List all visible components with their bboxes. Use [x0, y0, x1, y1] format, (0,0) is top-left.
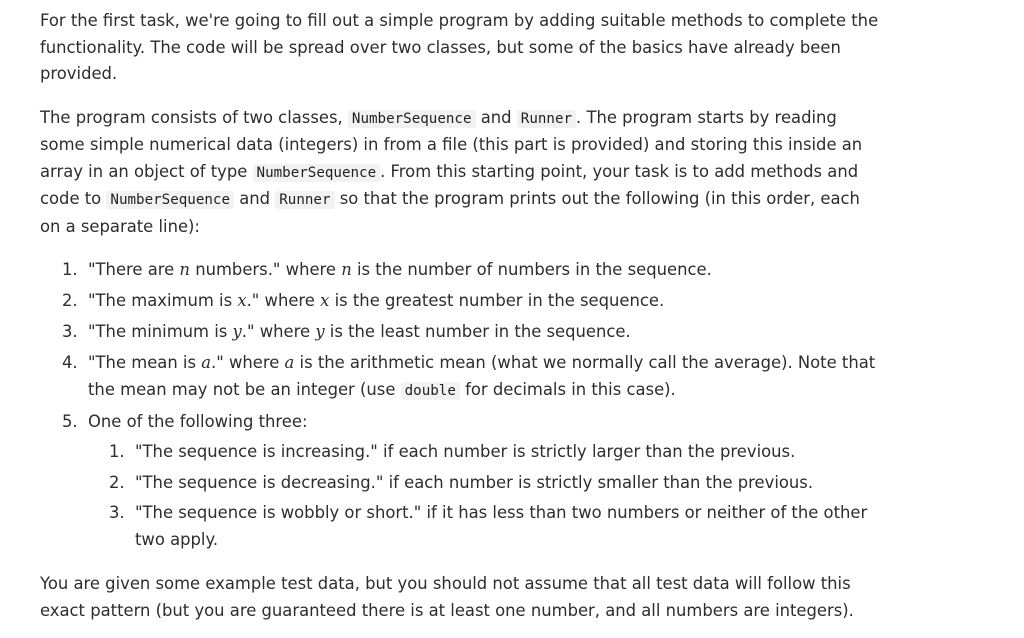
code-class-name: Runner: [517, 110, 576, 128]
list-text: "There are: [88, 260, 180, 279]
closing-paragraph: You are given some example test data, but you should not assume that all test data will follow this exact pattern (but you are guaranteed there is at least one number, and all numbers are integers).: [40, 574, 854, 620]
list-text: "The sequence is decreasing." if each number is strictly smaller than the previous.: [135, 472, 814, 492]
program-text-4: . From this starting point, your task is to add methods and code to: [40, 161, 859, 208]
program-text-3: . The program starts by reading some simple numerical data (integers) in from a file (this part is provided) and storing this inside an array in an object of type: [40, 107, 863, 181]
code-class-name: Runner: [275, 191, 334, 209]
math-variable: n: [341, 260, 352, 279]
math-variable: n: [179, 260, 190, 279]
math-variable: x: [320, 291, 330, 310]
list-text: ." where: [211, 353, 285, 372]
program-paragraph: [40, 105, 880, 241]
list-text: "The mean is: [88, 353, 202, 372]
sublist-item: [109, 439, 880, 466]
program-text-6: so that the program prints out the following (in this order, each on a separate line):: [40, 189, 860, 236]
list-text: is the least number in the sequence.: [324, 322, 631, 341]
math-variable: y: [232, 322, 242, 341]
sublist-item: [109, 500, 880, 553]
sublist-item: [109, 470, 880, 497]
list-text: "The maximum is: [88, 291, 238, 310]
code-class-name: NumberSequence: [106, 191, 234, 209]
list-item: [62, 288, 880, 315]
code-type-name: double: [401, 382, 460, 400]
list-text: numbers." where: [189, 260, 342, 279]
list-text: "The minimum is: [88, 322, 233, 341]
code-class-name: NumberSequence: [348, 110, 476, 128]
list-text: is the number of numbers in the sequence.: [351, 260, 712, 279]
list-item: [62, 257, 880, 284]
list-text: is the arithmetic mean (what we normally call the average). Note that the mean may not be an integer (use: [88, 353, 876, 399]
sequence-type-sublist: [109, 439, 880, 553]
program-text-2: and: [475, 107, 517, 127]
list-number: 2.: [62, 291, 78, 310]
task-description: [40, 8, 880, 624]
math-variable: a: [201, 353, 212, 372]
output-requirements-list: [62, 257, 880, 553]
list-number: 5.: [62, 411, 78, 431]
list-text: for decimals in this case).: [459, 379, 676, 399]
math-variable: a: [284, 353, 295, 372]
list-text: is the greatest number in the sequence.: [329, 291, 665, 310]
list-number: 3.: [62, 322, 78, 341]
list-item: [62, 350, 880, 404]
list-number: 1.: [62, 260, 78, 279]
code-class-name: NumberSequence: [253, 164, 381, 182]
list-number: 4.: [62, 353, 78, 372]
list-item: [62, 319, 880, 346]
list-number: 3.: [109, 503, 125, 522]
list-text: ." where: [241, 322, 316, 341]
program-text-5: and: [234, 189, 276, 208]
list-text: ." where: [246, 291, 321, 310]
list-number: 2.: [109, 472, 125, 492]
list-number: 1.: [109, 442, 125, 461]
math-variable: y: [315, 322, 325, 341]
list-text: "The sequence is wobbly or short." if it has less than two numbers or neither of the other two apply.: [135, 503, 868, 549]
list-text: One of the following three:: [88, 411, 308, 431]
list-item: [62, 409, 880, 554]
program-text-1: The program consists of two classes,: [40, 107, 348, 127]
intro-paragraph: For the first task, we're going to fill out a simple program by adding suitable methods to complete the functionality. The code will be spread over two classes, but some of the basics have already been provided.: [40, 11, 879, 83]
list-text: "The sequence is increasing." if each number is strictly larger than the previous.: [135, 442, 796, 461]
math-variable: x: [237, 291, 247, 310]
